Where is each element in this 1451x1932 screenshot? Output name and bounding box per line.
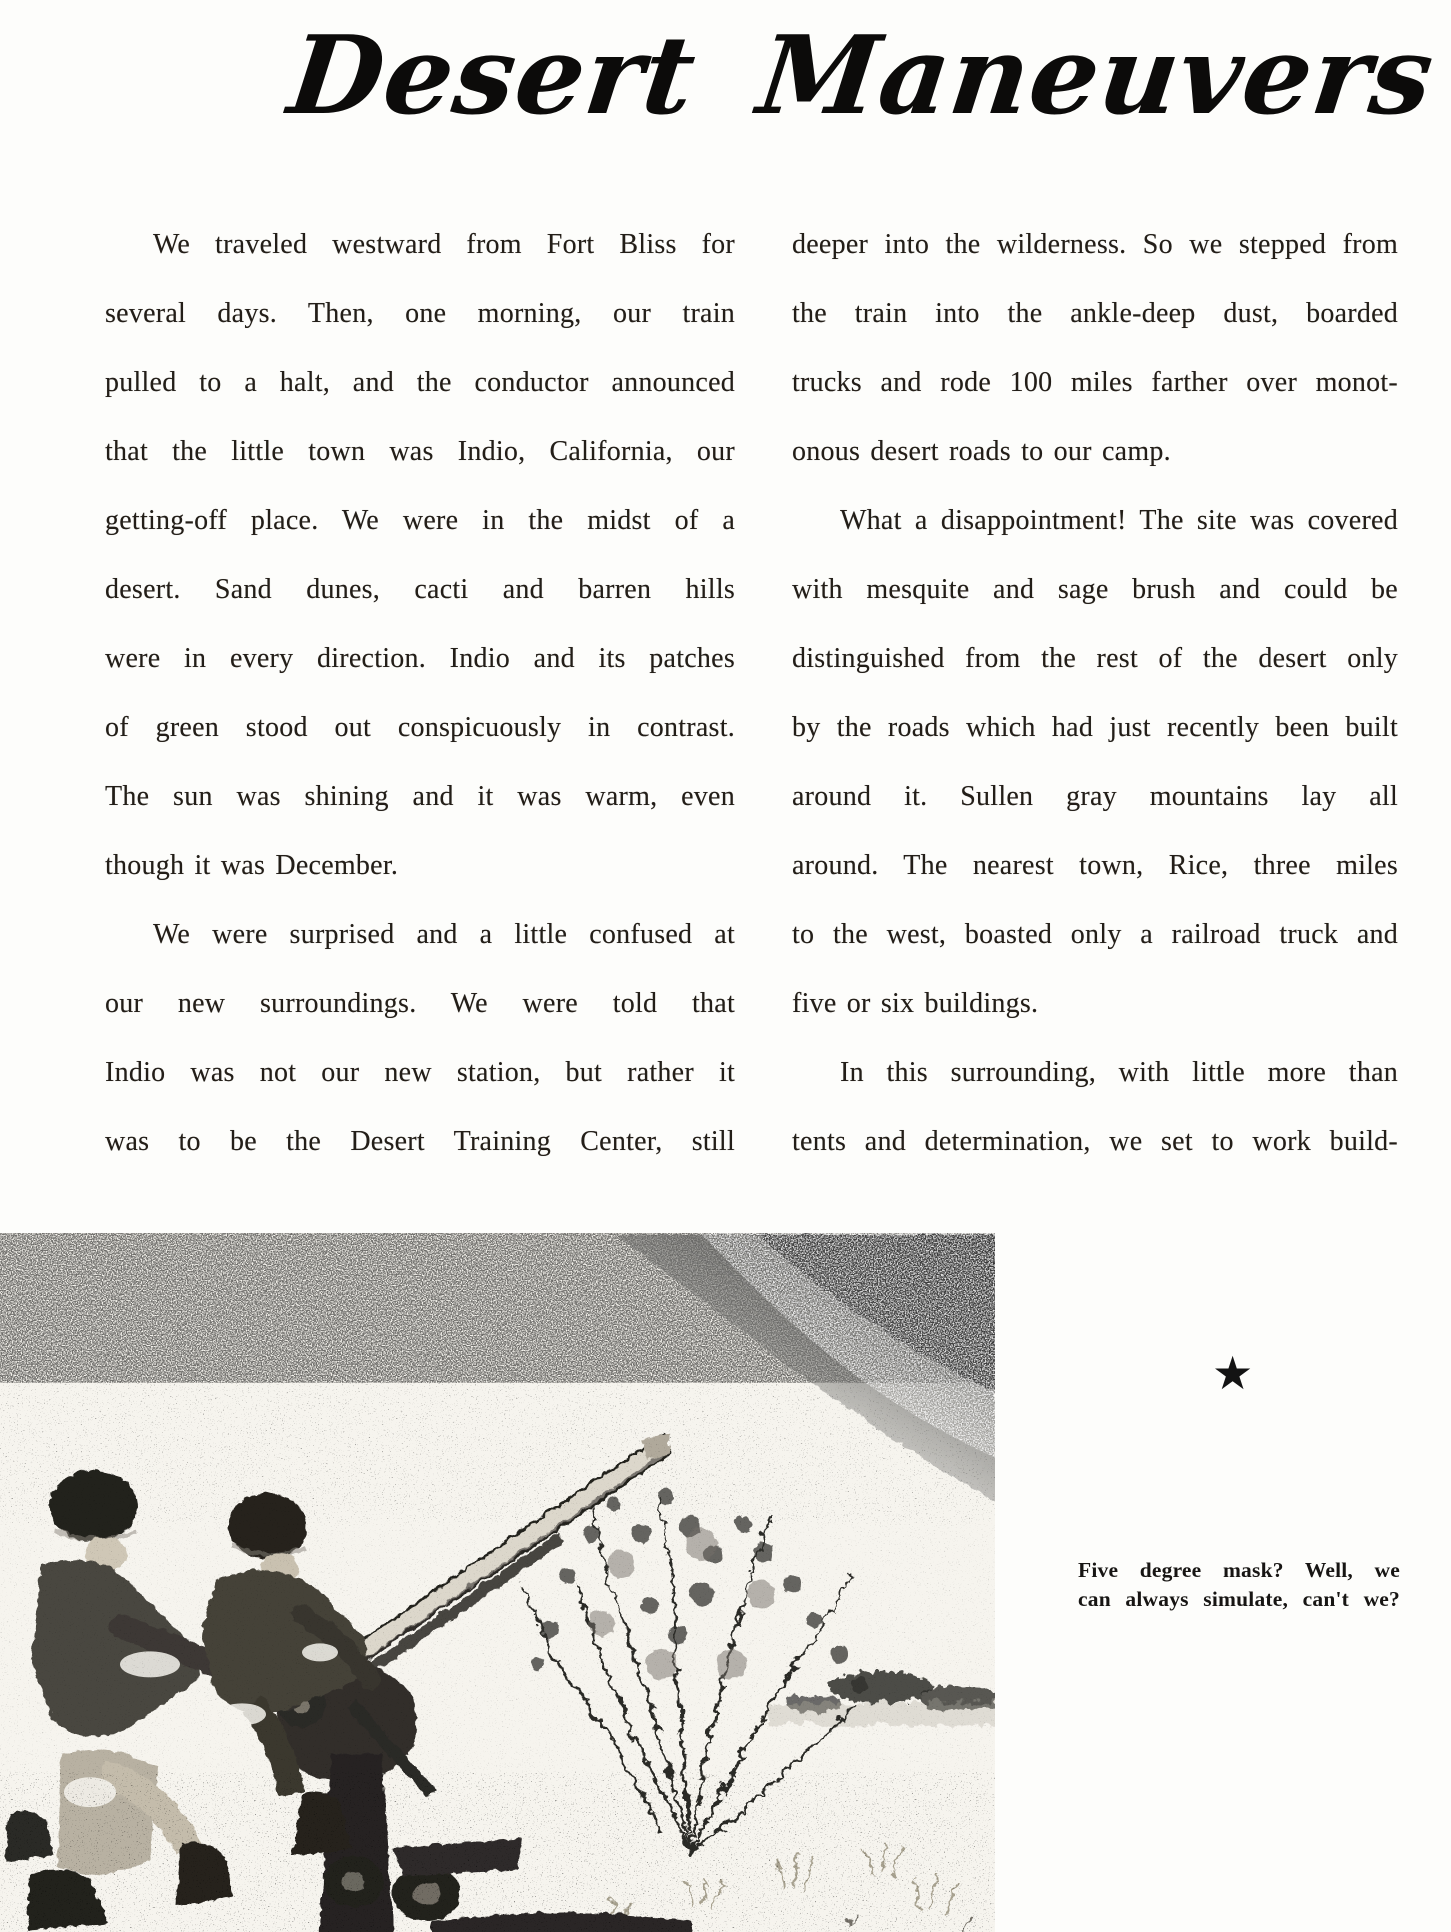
text-line: of green stood out conspicuously in contrast. — [105, 712, 735, 743]
text-line: the train into the ankle-deep dust, boarded — [792, 298, 1398, 329]
text-line: pulled to a halt, and the conductor announced — [105, 367, 735, 398]
text-line: In this surrounding, with little more than — [840, 1057, 1398, 1088]
caption-line: can always simulate, can't we? — [1078, 1587, 1400, 1611]
text-line: were in every direction. Indio and its patches — [105, 643, 735, 674]
text-line: around it. Sullen gray mountains lay all — [792, 781, 1398, 812]
text-line: tents and determination, we set to work build- — [792, 1126, 1398, 1157]
photo-caption — [1078, 1556, 1400, 1614]
text-line: to the west, boasted only a railroad truck and — [792, 919, 1398, 950]
page-title: Desert Maneuvers — [282, 13, 1441, 139]
text-line: by the roads which had just recently been built — [792, 712, 1398, 743]
text-line: five or six buildings. — [792, 988, 1039, 1019]
text-line: around. The nearest town, Rice, three miles — [792, 850, 1398, 881]
text-line: though it was December. — [105, 850, 399, 881]
left-column — [105, 210, 735, 1176]
right-column — [792, 210, 1398, 1176]
text-line: Indio was not our new station, but rather it — [105, 1057, 735, 1088]
text-line: onous desert roads to our camp. — [792, 436, 1171, 467]
text-line: We traveled westward from Fort Bliss for — [153, 229, 735, 260]
text-line: What a disappointment! The site was covered — [840, 505, 1398, 536]
text-line: The sun was shining and it was warm, even — [105, 781, 735, 812]
text-line: desert. Sand dunes, cacti and barren hills — [105, 574, 735, 605]
text-line: deeper into the wilderness. So we stepped from — [792, 229, 1398, 260]
text-line: trucks and rode 100 miles farther over monot- — [792, 367, 1398, 398]
text-line: our new surroundings. We were told that — [105, 988, 735, 1019]
caption-line: Five degree mask? Well, we — [1078, 1558, 1400, 1582]
text-line: with mesquite and sage brush and could be — [792, 574, 1398, 605]
photo-desert-gun — [0, 1233, 995, 1932]
text-line: distinguished from the rest of the desert only — [792, 643, 1398, 674]
text-line: several days. Then, one morning, our train — [105, 298, 735, 329]
text-line: getting-off place. We were in the midst of a — [105, 505, 735, 536]
text-line: that the little town was Indio, California, our — [105, 436, 735, 467]
text-line: We were surprised and a little confused at — [153, 919, 735, 950]
star-icon: ★ — [1212, 1346, 1254, 1400]
text-line: was to be the Desert Training Center, still — [105, 1126, 735, 1157]
